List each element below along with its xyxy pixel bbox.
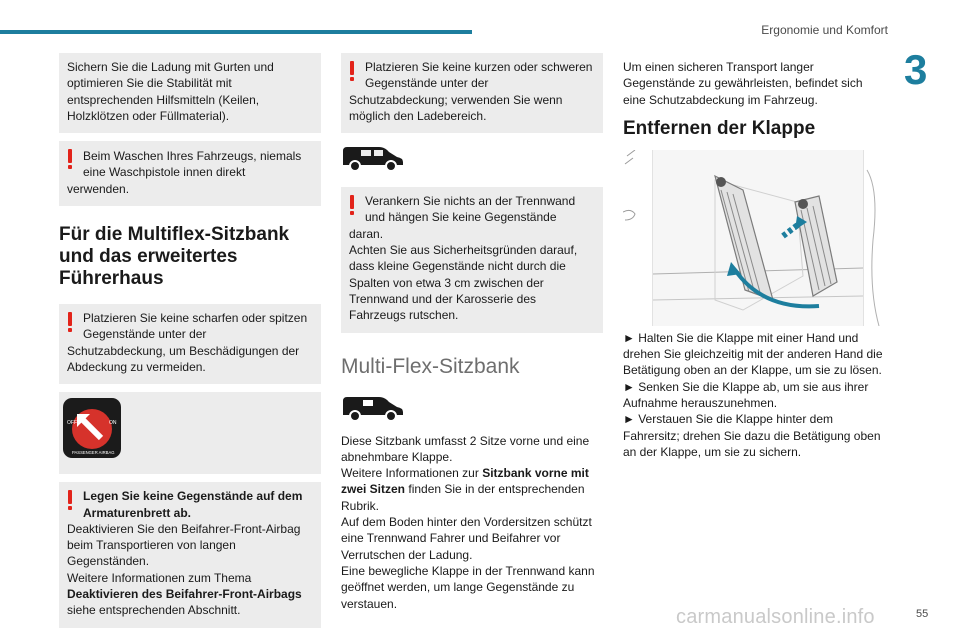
body-text-part: Weitere Informationen zur: [341, 466, 479, 481]
body-text-part: finden Sie in der entsprechenden Rubrik.: [341, 482, 585, 513]
warning-box: [59, 482, 321, 627]
van-image: [341, 393, 603, 427]
flap-removal-illustration: [623, 150, 885, 326]
step-text: ► Halten Sie die Klappe mit einer Hand und drehen Sie gleichzeitig mit der anderen Hand die Betätigung oben an der Klappe, um sie zu lösen.: [623, 330, 883, 378]
column-1: [59, 53, 321, 636]
warning-link-bold: Deaktivieren des Beifahrer-Front-Airbags: [67, 587, 302, 602]
page-number: 55: [916, 608, 929, 620]
airbag-label: PASSENGER AIRBAG: [72, 450, 115, 456]
warning-text-cont: Schutzabdeckung, um Beschädigungen der Abdeckung zu vermeiden.: [67, 343, 300, 374]
warning-box: [59, 304, 321, 384]
section-heading: Multi-Flex-Sitzbank: [341, 354, 520, 378]
warning-text: Deaktivieren Sie den Beifahrer-Front-Airbag beim Transportieren von langen Gegenständen.: [67, 521, 301, 569]
airbag-on-label: ON: [109, 420, 117, 427]
warning-text: Beim Waschen Ihres Fahrzeugs, niemals eine Waschpistole innen direkt: [83, 149, 302, 180]
van-icon: [341, 393, 405, 423]
warning-icon: [67, 312, 73, 332]
airbag-off-label: OFF: [67, 420, 77, 427]
van-image: [341, 143, 603, 179]
body-text: Diese Sitzbank umfasst 2 Sitze vorne und eine abnehmbare Klappe.: [341, 433, 590, 464]
body-text: Eine bewegliche Klappe in der Trennwand kann geöffnet werden, um lange Gegenstände zu verstauen.: [341, 563, 595, 611]
warning-icon: [67, 490, 73, 510]
warning-text: Achten Sie aus Sicherheitsgründen darauf, dass kleine Gegenstände nicht durch die Spalten von etwa 3 cm zwischen der Trennwand und der Karosserie des Fahrzeugs rutschen.: [349, 243, 578, 323]
warning-text: Verankern Sie nichts an der Trennwand und hängen Sie keine Gegenstände: [365, 194, 576, 225]
step-text: ► Senken Sie die Klappe ab, um sie aus ihrer Aufnahme herauszunehmen.: [623, 379, 869, 411]
body-text-bold: Sitzbank vorne mit zwei Sitzen: [341, 466, 589, 497]
body-text: [341, 465, 603, 514]
warning-text: Weitere Informationen zum Thema: [67, 570, 252, 585]
column-3: [623, 59, 885, 460]
section-heading: Entfernen der Klappe: [623, 117, 816, 139]
column-2: [341, 53, 603, 612]
warning-text-cont: Schutzabdeckung; verwenden Sie wenn möglich den Ladebereich.: [349, 92, 563, 123]
warning-text: Platzieren Sie keine scharfen oder spitzen Gegenstände unter der: [83, 311, 308, 342]
warning-icon: [349, 195, 355, 215]
airbag-image-box: [59, 392, 321, 474]
warning-title: Legen Sie keine Gegenstände auf dem Armaturenbrett ab.: [83, 489, 303, 520]
warning-text: siehe entsprechenden Abschnitt.: [67, 603, 241, 618]
body-text: Auf dem Boden hinter den Vordersitzen schützt eine Trennwand Fahrer und Beifahrer vor Verrutschen der Ladung.: [341, 515, 592, 562]
passenger-airbag-icon: [63, 398, 121, 458]
header-rule: [0, 30, 472, 34]
van-icon: [341, 143, 405, 173]
body-text: Um einen sicheren Transport langer Gegenstände zu gewährleisten, befindet sich eine Schutzabdeckung im Fahrzeug.: [623, 60, 863, 107]
warning-text: Platzieren Sie keine kurzen oder schweren Gegenstände unter der: [365, 60, 593, 91]
warning-box: [341, 53, 603, 133]
warning-box: [341, 187, 603, 332]
chapter-number: 3: [904, 46, 928, 93]
flap-illustration: [623, 150, 885, 326]
warning-icon: [349, 61, 355, 81]
step-text: ► Verstauen Sie die Klappe hinter dem Fahrersitz; drehen Sie dazu die Betätigung oben an der Klappe, um sie zu sichern.: [623, 412, 881, 459]
warning-text-cont: verwenden.: [67, 181, 130, 196]
section-heading: Für die Multiflex-Sitzbank und das erweitertes Führerhaus: [59, 224, 290, 290]
footer-watermark: carmanualsonline.info: [676, 606, 875, 628]
section-title: Ergonomie und Komfort: [761, 23, 888, 37]
warning-icon: [67, 149, 73, 169]
warning-text-cont: daran.: [349, 226, 384, 241]
note-box: [59, 53, 321, 133]
warning-box: [59, 141, 321, 206]
note-text: Sichern Sie die Ladung mit Gurten und optimieren Sie die Stabilität mit entsprechenden Hilfsmitteln (Keilen, Holzklötzen oder Füllmaterial).: [67, 60, 274, 123]
